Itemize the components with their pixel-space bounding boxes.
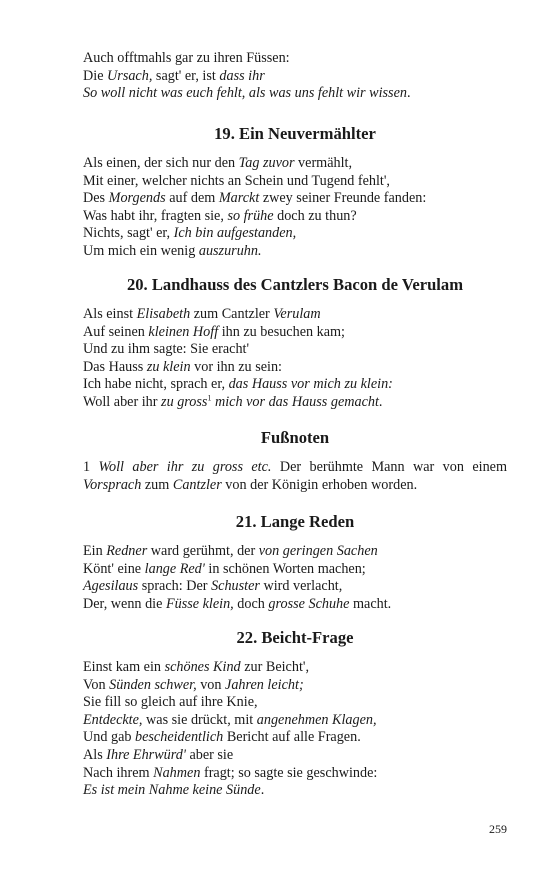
verse-line xyxy=(83,659,507,677)
text-run: zur Beicht', xyxy=(240,659,309,675)
text-run: zum xyxy=(141,476,173,493)
intro-verse xyxy=(83,50,507,103)
verse-line xyxy=(83,394,507,412)
text-run: . xyxy=(260,782,265,799)
text-run: Und gab xyxy=(83,729,136,746)
verse-line xyxy=(83,190,507,208)
verse xyxy=(83,659,507,800)
italic-text: Füsse klein, xyxy=(165,595,234,612)
text-run: vor ihn zu sein: xyxy=(190,358,282,375)
text-run: von der Königin erhoben worden. xyxy=(221,476,418,493)
text-run: Nichts, sagt' er, xyxy=(83,225,174,242)
text-run: von xyxy=(196,676,226,693)
text-run: sagt' er, ist xyxy=(152,67,220,84)
text-run: Einst kam ein xyxy=(83,659,165,675)
text-run: zum Cantzler xyxy=(190,306,274,322)
italic-text: Morgends xyxy=(108,190,166,207)
text-run: Bericht auf alle Fragen. xyxy=(223,729,361,746)
italic-text: Ihre Ehrwürd' xyxy=(106,746,186,763)
section-title: 22. Beicht-Frage xyxy=(236,628,354,647)
text-run: ihn zu besuchen kam; xyxy=(218,323,346,340)
text-run: Als einen, der sich nur den xyxy=(83,155,239,171)
italic-text: angenehmen Klagen, xyxy=(256,711,377,728)
italic-text: Nahmen xyxy=(153,764,201,781)
text-run: auf dem xyxy=(165,190,219,207)
text-run: Des xyxy=(83,190,109,207)
text-run: sprach: Der xyxy=(138,578,212,595)
text-run: aber sie xyxy=(185,746,234,763)
verse-line xyxy=(83,68,507,86)
italic-text: Marckt xyxy=(218,190,260,207)
verse-line xyxy=(83,578,507,596)
verse-line xyxy=(83,561,507,579)
text-run: Als xyxy=(83,746,107,763)
text-run: 1 xyxy=(83,459,99,475)
text-run: Das Hauss xyxy=(83,358,147,375)
italic-text: dass ihr xyxy=(219,67,265,84)
text-run: Die xyxy=(83,67,108,84)
verse-line xyxy=(83,225,507,243)
text-run: ward gerühmt, der xyxy=(147,543,259,559)
italic-text: Ursach, xyxy=(107,67,153,84)
verse-line xyxy=(83,341,507,359)
italic-text: schönes Kind xyxy=(164,659,241,675)
section-title: Fußnoten xyxy=(260,428,330,447)
italic-text: grosse Schuhe xyxy=(268,595,350,612)
italic-text: So woll nicht was euch fehlt, als was uns fehlt wir wissen xyxy=(83,85,407,102)
text-run: Könt' eine xyxy=(83,560,145,577)
text-run: Nach ihrem xyxy=(83,764,154,781)
verse-line xyxy=(83,596,507,614)
italic-text: Tag zuvor xyxy=(238,155,295,171)
text-run: doch zu thun? xyxy=(273,207,357,224)
text-run: Als einst xyxy=(83,306,137,322)
italic-text: von geringen Sachen xyxy=(258,543,378,559)
verse-line xyxy=(83,85,507,103)
text-run: macht. xyxy=(349,595,392,612)
text-run: Von xyxy=(83,676,110,693)
verse-line xyxy=(83,306,507,324)
text-run: zwey seiner Freunde fanden: xyxy=(259,190,427,207)
page-number: 259 xyxy=(489,822,507,836)
italic-text: bescheidentlich xyxy=(135,729,224,746)
text-run: Mit einer, welcher nichts an Schein und Tugend fehlt', xyxy=(83,172,390,189)
section-21 xyxy=(83,512,507,613)
verse-line xyxy=(83,173,507,191)
italic-text: Es ist mein Nahme keine Sünde xyxy=(83,782,261,799)
verse-line xyxy=(83,243,507,261)
verse-line xyxy=(83,677,507,695)
text-run: in schönen Worten machen; xyxy=(204,560,366,577)
verse-line xyxy=(83,50,507,68)
text-run: Auch offtmahls gar zu ihren Füssen: xyxy=(83,50,290,66)
italic-text: das Hauss vor mich zu klein: xyxy=(228,376,393,393)
section-title: 19. Ein Neuvermählter xyxy=(214,124,376,143)
text-run: vermählt, xyxy=(294,155,353,171)
italic-text: Entdeckte, xyxy=(83,711,143,728)
verse-line xyxy=(83,765,507,783)
section-footnotes xyxy=(83,428,507,494)
section-title: 20. Landhauss des Cantzlers Bacon de Verulam xyxy=(126,275,464,294)
section-title: 21. Lange Reden xyxy=(235,512,355,531)
italic-text: Woll aber ihr zu gross etc. xyxy=(98,459,272,475)
italic-text: Verulam xyxy=(273,306,321,322)
italic-text: Jahren leicht; xyxy=(225,676,304,693)
verse-line xyxy=(83,324,507,342)
italic-text: zu gross xyxy=(161,393,208,410)
verse-line xyxy=(83,747,507,765)
verse-line xyxy=(83,782,507,800)
text-run: Der, wenn die xyxy=(83,595,166,612)
italic-text: Ich bin aufgestanden, xyxy=(173,225,297,242)
verse xyxy=(83,543,507,613)
text-run: Ein xyxy=(83,543,107,559)
italic-text: Elisabeth xyxy=(136,306,191,322)
italic-text: mich vor das Hauss gemacht xyxy=(211,393,379,410)
italic-text: Agesilaus xyxy=(83,578,139,595)
italic-text: Vorsprach xyxy=(83,476,142,493)
text-run: Und zu ihm sagte: Sie eracht' xyxy=(83,341,250,358)
text-run: . xyxy=(378,393,383,410)
verse-line xyxy=(83,712,507,730)
italic-text: kleinen Hoff xyxy=(148,323,219,340)
italic-text: Schuster xyxy=(211,578,260,595)
footnote-text xyxy=(83,459,507,494)
verse xyxy=(83,306,507,412)
text-run: Sie fill so gleich auf ihre Knie, xyxy=(83,694,258,711)
verse-line xyxy=(83,694,507,712)
italic-text: zu klein xyxy=(146,358,191,375)
verse-line xyxy=(83,543,507,561)
verse-line xyxy=(83,376,507,394)
verse-line xyxy=(83,729,507,747)
text-run: fragt; so sagte sie geschwinde: xyxy=(200,764,378,781)
text-run: Der berühmte Mann war von einem xyxy=(271,459,508,475)
section-20 xyxy=(83,275,507,412)
text-run: was sie drückt, mit xyxy=(142,711,257,728)
text-run: doch xyxy=(233,595,269,612)
text-run: Auf seinen xyxy=(83,323,149,340)
text-run: . xyxy=(406,85,411,102)
verse xyxy=(83,155,507,261)
verse-line xyxy=(83,359,507,377)
text-run: Was habt ihr, fragten sie, xyxy=(83,207,228,224)
italic-text: so frühe xyxy=(227,207,274,224)
verse-line xyxy=(83,155,507,173)
section-22 xyxy=(83,628,507,800)
italic-text: Redner xyxy=(106,543,148,559)
footnote-marker: 1 xyxy=(207,393,212,403)
section-19 xyxy=(83,124,507,261)
italic-text: Cantzler xyxy=(172,476,222,493)
text-run: Um mich ein wenig xyxy=(83,242,199,259)
italic-text: lange Red' xyxy=(144,560,205,577)
verse-line xyxy=(83,208,507,226)
italic-text: Sünden schwer, xyxy=(109,676,197,693)
italic-text: auszuruhn. xyxy=(198,242,262,259)
text-run: Ich habe nicht, sprach er, xyxy=(83,376,229,393)
text-run: wird verlacht, xyxy=(259,578,343,595)
text-run: Woll aber ihr xyxy=(83,393,162,410)
